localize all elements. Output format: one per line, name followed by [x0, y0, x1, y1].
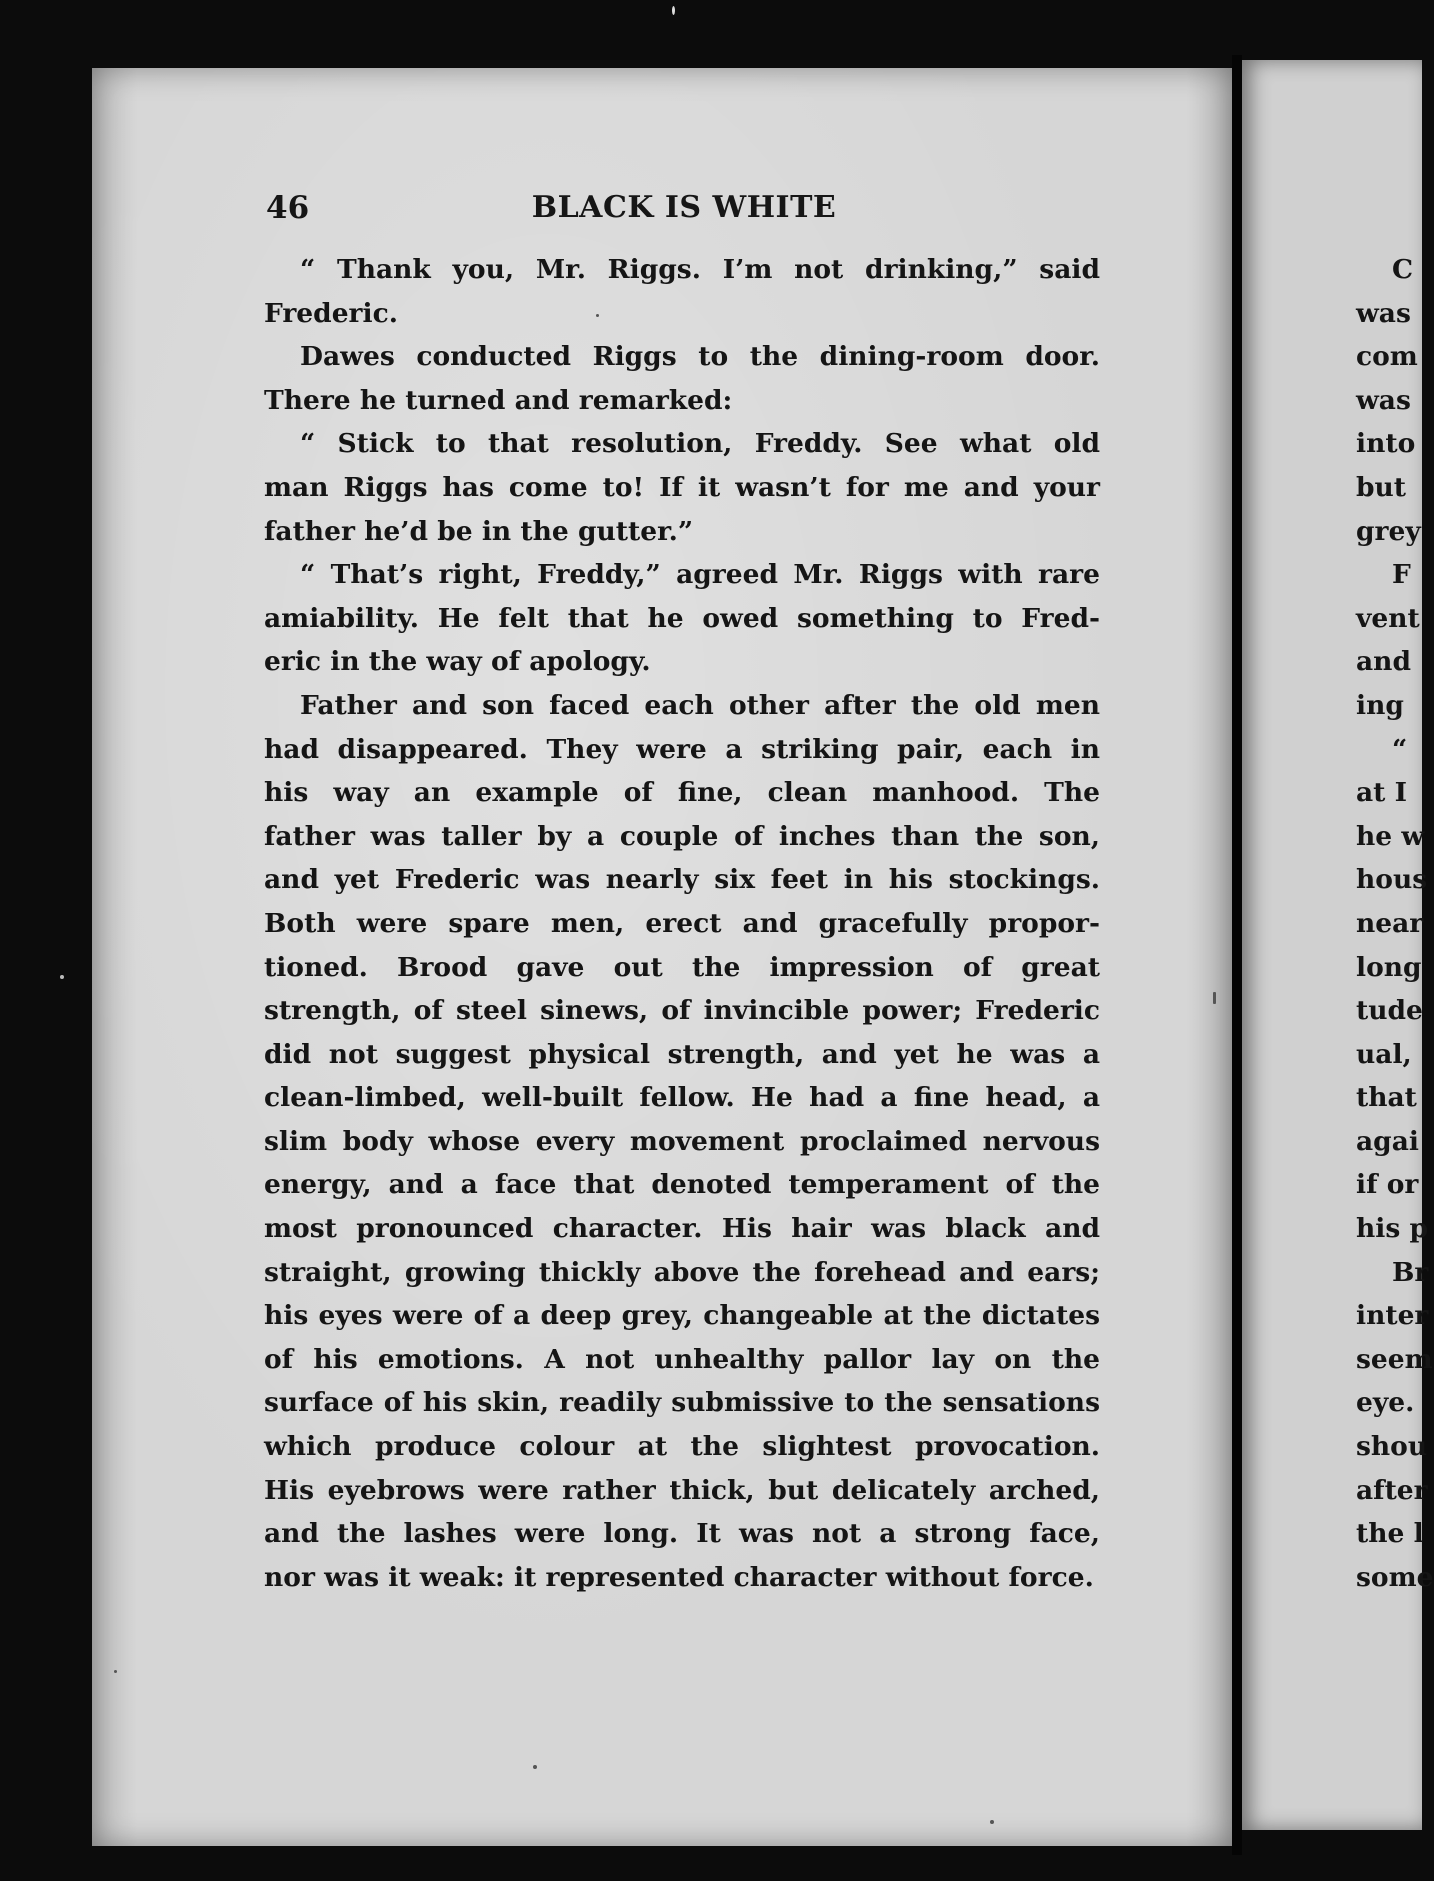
- text-line: and yet Frederic was nearly six feet in his stockings.: [264, 864, 1100, 896]
- text-line: his way an example of fine, clean manhood. The: [264, 777, 1100, 809]
- facing-text-line: after: [1356, 1474, 1428, 1506]
- text-line: amiability. He felt that he owed something to Fred-: [264, 602, 1100, 634]
- book-gutter: [1232, 55, 1242, 1855]
- facing-text-line: F: [1392, 559, 1411, 591]
- facing-text-line: “: [1392, 733, 1408, 765]
- text-line: of his emotions. A not unhealthy pallor lay on the: [264, 1343, 1100, 1375]
- text-line: father was taller by a couple of inches than the son,: [264, 820, 1100, 852]
- page-number: 46: [266, 190, 310, 226]
- text-line: Father and son faced each other after the old men: [300, 689, 1100, 721]
- text-line: tioned. Brood gave out the impression of great: [264, 951, 1100, 983]
- facing-text-line: but: [1356, 471, 1407, 503]
- facing-text-line: he w: [1356, 820, 1425, 852]
- text-line: did not suggest physical strength, and yet he was a: [264, 1038, 1100, 1070]
- facing-text-line: inter: [1356, 1300, 1429, 1332]
- text-line: slim body whose every movement proclaimed nervous: [264, 1125, 1100, 1157]
- text-line: “ Stick to that resolution, Freddy. See what old: [300, 428, 1100, 460]
- text-line: man Riggs has come to! If it wasn’t for me and your: [264, 471, 1100, 503]
- facing-text-line: hous: [1356, 864, 1428, 896]
- facing-text-line: that: [1356, 1082, 1417, 1114]
- text-line: There he turned and remarked:: [264, 384, 733, 416]
- facing-text-line: near: [1356, 907, 1424, 939]
- text-line: Dawes conducted Riggs to the dining-room door.: [300, 341, 1100, 373]
- facing-text-line: grey: [1356, 515, 1421, 547]
- facing-text-line: com: [1356, 341, 1418, 373]
- facing-page-fragments: [1356, 248, 1434, 1599]
- facing-text-line: at I: [1356, 777, 1408, 809]
- text-line: most pronounced character. His hair was black and: [264, 1213, 1100, 1245]
- text-line: had disappeared. They were a striking pair, each in: [264, 733, 1100, 765]
- facing-text-line: agai: [1356, 1125, 1419, 1157]
- page-body: [264, 248, 1100, 1599]
- text-line: father he’d be in the gutter.”: [264, 515, 694, 547]
- facing-text-line: C: [1392, 254, 1414, 285]
- facing-text-line: tude: [1356, 995, 1423, 1027]
- facing-text-line: long: [1356, 951, 1422, 983]
- facing-text-line: was: [1356, 297, 1411, 329]
- facing-text-line: vent: [1356, 602, 1420, 634]
- page-header: [266, 190, 1102, 234]
- facing-text-line: and: [1356, 646, 1411, 678]
- text-line: eric in the way of apology.: [264, 646, 651, 678]
- facing-text-line: eye.: [1356, 1387, 1415, 1419]
- text-line: which produce colour at the slightest provocation.: [264, 1431, 1100, 1463]
- text-line: Frederic.: [264, 297, 398, 329]
- facing-text-line: some: [1356, 1561, 1434, 1593]
- text-line: “ That’s right, Freddy,” agreed Mr. Riggs with rare: [300, 559, 1100, 591]
- text-line: and the lashes were long. It was not a strong face,: [264, 1518, 1100, 1550]
- facing-text-line: ing: [1356, 689, 1404, 721]
- facing-text-line: the l: [1356, 1518, 1424, 1550]
- facing-text-line: was: [1356, 384, 1411, 416]
- facing-text-line: seem: [1356, 1343, 1433, 1375]
- facing-text-line: shou: [1356, 1431, 1428, 1463]
- facing-text-line: ual,: [1356, 1038, 1412, 1070]
- text-line: “ Thank you, Mr. Riggs. I’m not drinking,” said: [300, 254, 1100, 285]
- facing-text-line: his p: [1356, 1213, 1429, 1245]
- text-line: Both were spare men, erect and gracefully propor-: [264, 907, 1100, 939]
- text-line: his eyes were of a deep grey, changeable at the dictates: [264, 1300, 1100, 1332]
- facing-text-line: Br: [1392, 1256, 1429, 1288]
- text-line: nor was it weak: it represented character without force.: [264, 1561, 1094, 1593]
- text-line: strength, of steel sinews, of invincible power; Frederic: [264, 995, 1100, 1027]
- text-line: energy, and a face that denoted temperament of the: [264, 1169, 1100, 1201]
- text-line: clean-limbed, well-built fellow. He had a fine head, a: [264, 1082, 1100, 1114]
- text-line: surface of his skin, readily submissive to the sensations: [264, 1387, 1100, 1419]
- facing-text-line: into: [1356, 428, 1416, 460]
- text-line: His eyebrows were rather thick, but delicately arched,: [264, 1474, 1100, 1506]
- facing-text-line: if or: [1356, 1169, 1419, 1201]
- text-line: straight, growing thickly above the forehead and ears;: [264, 1256, 1100, 1288]
- running-head: BLACK IS WHITE: [531, 190, 837, 225]
